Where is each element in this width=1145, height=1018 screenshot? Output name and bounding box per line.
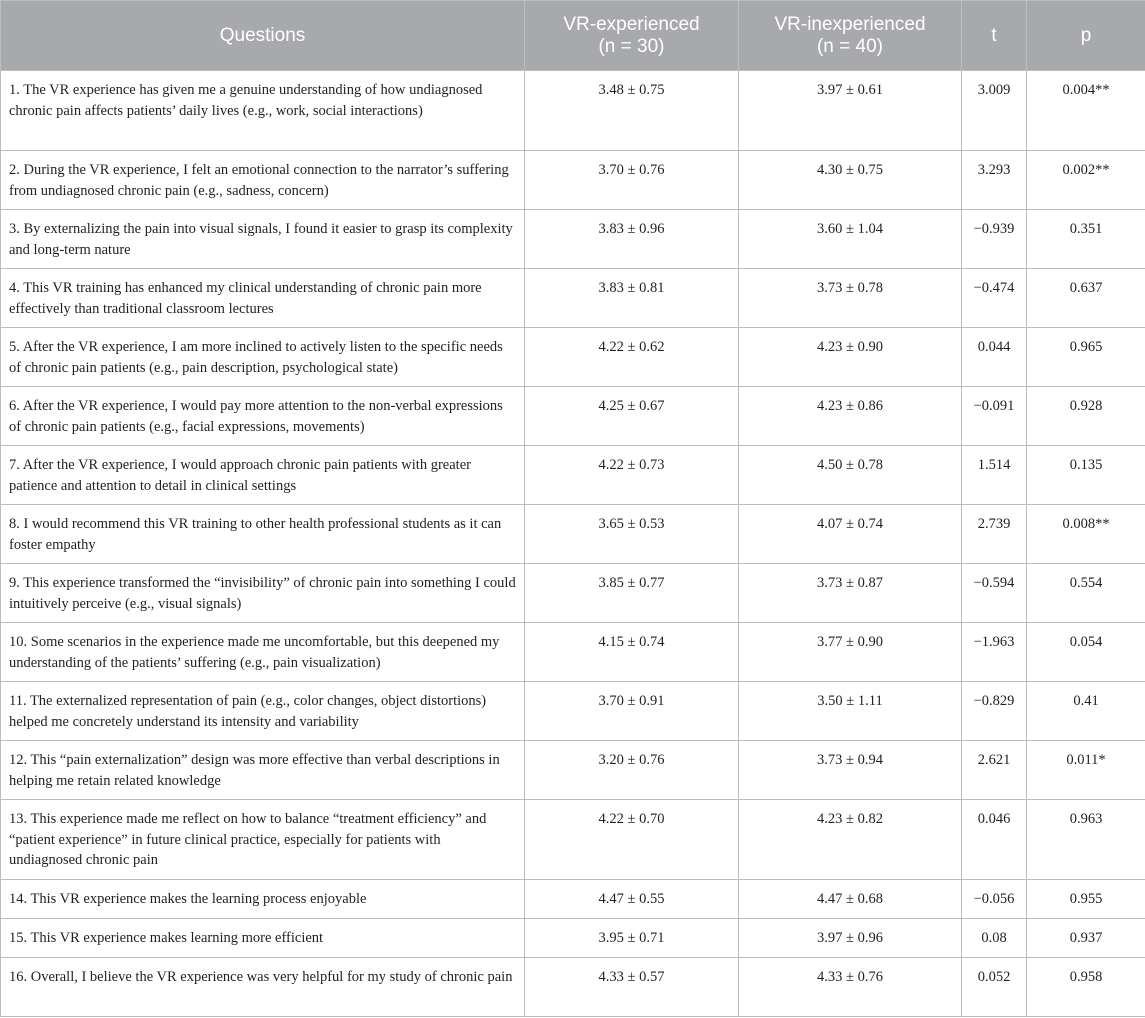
p-value-cell: 0.004** (1027, 71, 1145, 151)
t-value-cell: −0.939 (962, 210, 1027, 269)
vr-experienced-cell: 4.22 ± 0.70 (525, 800, 739, 880)
table-row (1, 919, 1145, 958)
vr-experienced-cell: 3.95 ± 0.71 (525, 919, 739, 958)
vr-inexperienced-cell: 3.73 ± 0.78 (739, 269, 962, 328)
question-cell: 3. By externalizing the pain into visual signals, I found it easier to grasp its complexity and long-term nature (1, 210, 525, 269)
table-row (1, 505, 1145, 564)
t-value-cell: −0.056 (962, 880, 1027, 919)
table-row (1, 800, 1145, 880)
p-value-cell: 0.002** (1027, 151, 1145, 210)
p-value-cell: 0.965 (1027, 328, 1145, 387)
t-value-cell: 3.009 (962, 71, 1027, 151)
header-questions: Questions (1, 1, 525, 71)
vr-inexperienced-cell: 4.23 ± 0.86 (739, 387, 962, 446)
p-value-cell: 0.054 (1027, 623, 1145, 682)
header-vr-experienced: VR-experienced (n = 30) (525, 1, 739, 71)
vr-inexperienced-cell: 3.97 ± 0.61 (739, 71, 962, 151)
vr-inexperienced-cell: 3.97 ± 0.96 (739, 919, 962, 958)
question-cell: 6. After the VR experience, I would pay more attention to the non-verbal expressions of chronic pain patients (e.g., facial expressions, movements) (1, 387, 525, 446)
p-value-cell: 0.011* (1027, 741, 1145, 800)
question-cell: 9. This experience transformed the “invisibility” of chronic pain into something I could intuitively perceive (e.g., visual signals) (1, 564, 525, 623)
table-row (1, 210, 1145, 269)
t-value-cell: 3.293 (962, 151, 1027, 210)
question-cell: 15. This VR experience makes learning more efficient (1, 919, 525, 958)
vr-experienced-cell: 3.85 ± 0.77 (525, 564, 739, 623)
vr-experienced-cell: 4.33 ± 0.57 (525, 958, 739, 1017)
vr-inexperienced-cell: 3.50 ± 1.11 (739, 682, 962, 741)
table-row (1, 564, 1145, 623)
t-value-cell: 1.514 (962, 446, 1027, 505)
vr-experienced-cell: 3.20 ± 0.76 (525, 741, 739, 800)
question-cell: 5. After the VR experience, I am more inclined to actively listen to the specific needs of chronic pain patients (e.g., pain description, psychological state) (1, 328, 525, 387)
t-value-cell: −0.474 (962, 269, 1027, 328)
t-value-cell: 0.052 (962, 958, 1027, 1017)
vr-inexperienced-cell: 3.73 ± 0.94 (739, 741, 962, 800)
p-value-cell: 0.963 (1027, 800, 1145, 880)
p-value-cell: 0.351 (1027, 210, 1145, 269)
t-value-cell: 2.739 (962, 505, 1027, 564)
table-row (1, 623, 1145, 682)
vr-experienced-cell: 3.83 ± 0.81 (525, 269, 739, 328)
table-body (1, 71, 1145, 1017)
t-value-cell: −0.829 (962, 682, 1027, 741)
question-cell: 7. After the VR experience, I would approach chronic pain patients with greater patience and attention to detail in clinical settings (1, 446, 525, 505)
table-row (1, 958, 1145, 1017)
vr-inexperienced-cell: 3.77 ± 0.90 (739, 623, 962, 682)
table-row (1, 151, 1145, 210)
table-row (1, 682, 1145, 741)
p-value-cell: 0.637 (1027, 269, 1145, 328)
question-cell: 11. The externalized representation of pain (e.g., color changes, object distortions) helped me concretely understand its intensity and variability (1, 682, 525, 741)
p-value-cell: 0.554 (1027, 564, 1145, 623)
question-cell: 10. Some scenarios in the experience made me uncomfortable, but this deepened my understanding of the patients’ suffering (e.g., pain visualization) (1, 623, 525, 682)
vr-experienced-cell: 3.70 ± 0.91 (525, 682, 739, 741)
vr-inexperienced-cell: 4.47 ± 0.68 (739, 880, 962, 919)
table-row (1, 446, 1145, 505)
question-cell: 16. Overall, I believe the VR experience was very helpful for my study of chronic pain (1, 958, 525, 1017)
header-vr-inexperienced: VR-inexperienced (n = 40) (739, 1, 962, 71)
question-cell: 4. This VR training has enhanced my clinical understanding of chronic pain more effectively than traditional classroom lectures (1, 269, 525, 328)
t-value-cell: 0.044 (962, 328, 1027, 387)
header-t: t (962, 1, 1027, 71)
p-value-cell: 0.928 (1027, 387, 1145, 446)
question-cell: 8. I would recommend this VR training to other health professional students as it can foster empathy (1, 505, 525, 564)
vr-inexperienced-cell: 3.60 ± 1.04 (739, 210, 962, 269)
p-value-cell: 0.135 (1027, 446, 1145, 505)
p-value-cell: 0.958 (1027, 958, 1145, 1017)
p-value-cell: 0.008** (1027, 505, 1145, 564)
table-row (1, 741, 1145, 800)
vr-inexperienced-cell: 4.23 ± 0.90 (739, 328, 962, 387)
p-value-cell: 0.41 (1027, 682, 1145, 741)
question-cell: 13. This experience made me reflect on how to balance “treatment efficiency” and “patient experience” in future clinical practice, especially for patients with undiagnosed chronic pain (1, 800, 525, 880)
vr-experienced-cell: 4.22 ± 0.62 (525, 328, 739, 387)
question-cell: 2. During the VR experience, I felt an emotional connection to the narrator’s suffering from undiagnosed chronic pain (e.g., sadness, concern) (1, 151, 525, 210)
vr-experienced-cell: 4.25 ± 0.67 (525, 387, 739, 446)
vr-experienced-cell: 4.47 ± 0.55 (525, 880, 739, 919)
header-row (1, 1, 1145, 71)
t-value-cell: −1.963 (962, 623, 1027, 682)
t-value-cell: 0.046 (962, 800, 1027, 880)
vr-experienced-cell: 4.22 ± 0.73 (525, 446, 739, 505)
question-cell: 12. This “pain externalization” design was more effective than verbal descriptions in helping me retain related knowledge (1, 741, 525, 800)
question-cell: 1. The VR experience has given me a genuine understanding of how undiagnosed chronic pain affects patients’ daily lives (e.g., work, social interactions) (1, 71, 525, 151)
t-value-cell: 0.08 (962, 919, 1027, 958)
table-row (1, 328, 1145, 387)
vr-experienced-cell: 3.70 ± 0.76 (525, 151, 739, 210)
t-value-cell: 2.621 (962, 741, 1027, 800)
table-row (1, 269, 1145, 328)
table-row (1, 880, 1145, 919)
vr-experienced-cell: 3.48 ± 0.75 (525, 71, 739, 151)
table-row (1, 71, 1145, 151)
t-value-cell: −0.091 (962, 387, 1027, 446)
vr-inexperienced-cell: 3.73 ± 0.87 (739, 564, 962, 623)
vr-inexperienced-cell: 4.33 ± 0.76 (739, 958, 962, 1017)
p-value-cell: 0.955 (1027, 880, 1145, 919)
vr-experienced-cell: 3.65 ± 0.53 (525, 505, 739, 564)
vr-inexperienced-cell: 4.07 ± 0.74 (739, 505, 962, 564)
question-cell: 14. This VR experience makes the learning process enjoyable (1, 880, 525, 919)
vr-experienced-cell: 3.83 ± 0.96 (525, 210, 739, 269)
vr-inexperienced-cell: 4.23 ± 0.82 (739, 800, 962, 880)
t-value-cell: −0.594 (962, 564, 1027, 623)
vr-experienced-cell: 4.15 ± 0.74 (525, 623, 739, 682)
header-p: p (1027, 1, 1145, 71)
table-row (1, 387, 1145, 446)
p-value-cell: 0.937 (1027, 919, 1145, 958)
vr-inexperienced-cell: 4.50 ± 0.78 (739, 446, 962, 505)
vr-inexperienced-cell: 4.30 ± 0.75 (739, 151, 962, 210)
